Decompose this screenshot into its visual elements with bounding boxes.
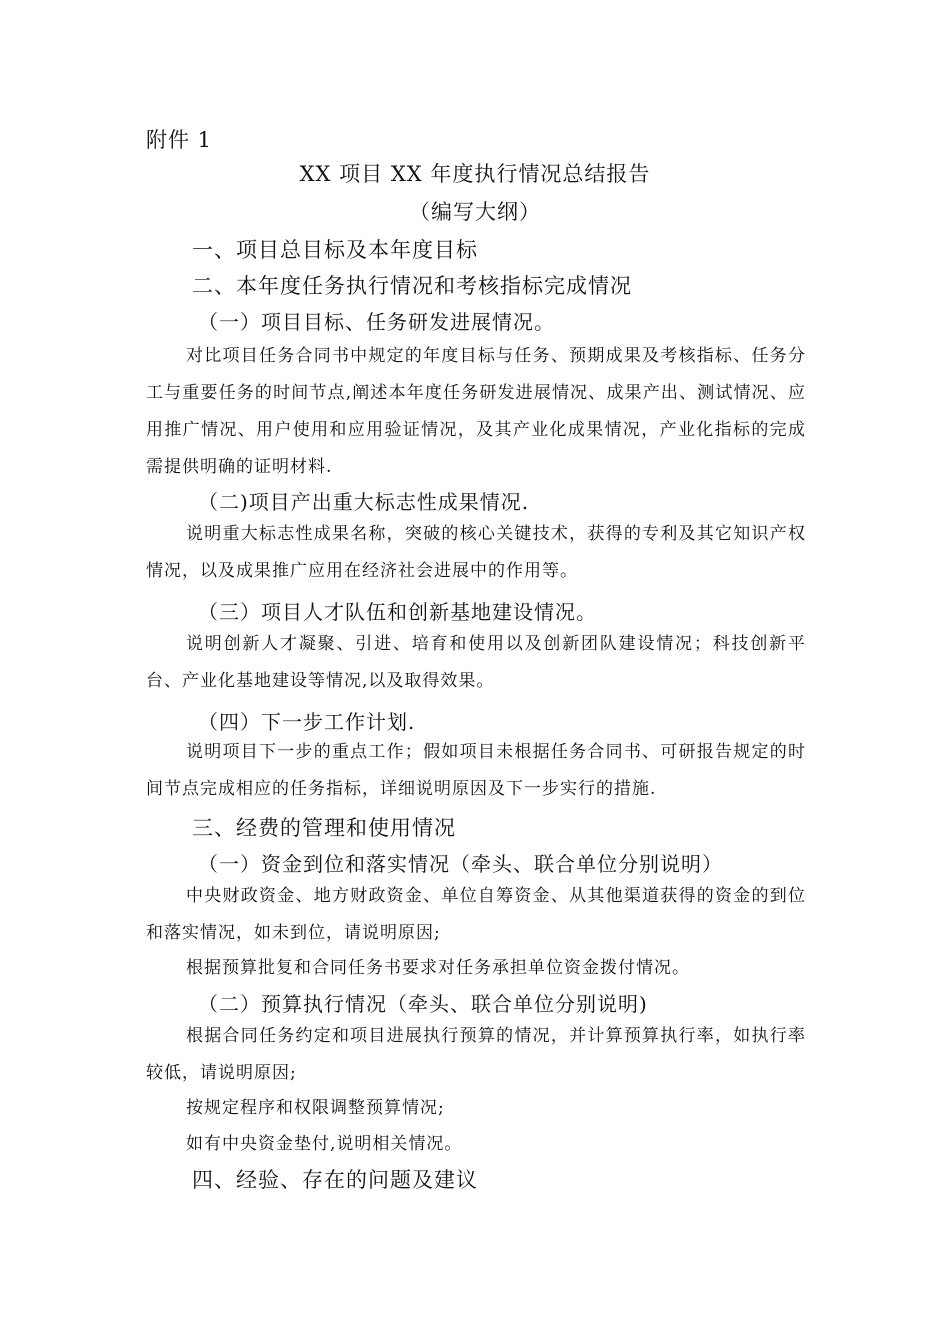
section-2-sub-3-heading: （三）项目人才队伍和创新基地建设情况。 bbox=[198, 600, 597, 624]
document-title: XX 项目 XX 年度执行情况总结报告 bbox=[299, 162, 651, 186]
section-2-sub-2-heading: （二)项目产出重大标志性成果情况. bbox=[198, 490, 530, 514]
section-2-sub-4-heading: （四）下一步工作计划. bbox=[198, 710, 416, 734]
section-2-sub-1-heading: （一）项目目标、任务研发进展情况。 bbox=[198, 310, 555, 334]
document-subtitle: （编写大纲） bbox=[409, 200, 541, 224]
section-3-heading: 三、经费的管理和使用情况 bbox=[192, 816, 456, 840]
section-2-sub-2-paragraph: 说明重大标志性成果名称，突破的核心关键技术，获得的专利及其它知识产权情况，以及成果推广应用在经济社会进展中的作用等。 bbox=[146, 524, 806, 581]
section-3-sub-2-paragraph-2: 按规定程序和权限调整预算情况; bbox=[186, 1098, 445, 1118]
section-2-sub-1-paragraph: 对比项目任务合同书中规定的年度目标与任务、预期成果及考核指标、任务分工与重要任务的时间节点,阐述本年度任务研发进展情况、成果产出、测试情况、应用推广情况、用户使用和应用验证情况，及其产业化成果情况，产业化指标的完成需提供明确的证明材料. bbox=[146, 346, 806, 477]
section-2-sub-4-paragraph: 说明项目下一步的重点工作；假如项目未根据任务合同书、可研报告规定的时间节点完成相应的任务指标，详细说明原因及下一步实行的措施. bbox=[146, 742, 806, 799]
section-3-sub-2-paragraph-1: 根据合同任务约定和项目进展执行预算的情况，并计算预算执行率，如执行率较低，请说明原因; bbox=[146, 1026, 806, 1083]
section-3-sub-1-heading: （一）资金到位和落实情况（牵头、联合单位分别说明） bbox=[198, 852, 723, 876]
section-3-sub-2-heading: （二）预算执行情况（牵头、联合单位分别说明) bbox=[198, 992, 648, 1016]
section-4-heading: 四、经验、存在的问题及建议 bbox=[192, 1168, 478, 1192]
section-3-sub-2-paragraph-3: 如有中央资金垫付,说明相关情况。 bbox=[186, 1134, 463, 1154]
section-2-heading: 二、本年度任务执行情况和考核指标完成情况 bbox=[192, 274, 632, 298]
attachment-label: 附件 1 bbox=[146, 128, 213, 152]
section-3-sub-1-paragraph-2: 根据预算批复和合同任务书要求对任务承担单位资金拨付情况。 bbox=[186, 958, 690, 978]
section-2-sub-3-paragraph: 说明创新人才凝聚、引进、培育和使用以及创新团队建设情况；科技创新平台、产业化基地建设等情况,以及取得效果。 bbox=[146, 634, 806, 691]
section-3-sub-1-paragraph-1: 中央财政资金、地方财政资金、单位自筹资金、从其他渠道获得的资金的到位和落实情况，如未到位，请说明原因; bbox=[146, 886, 806, 943]
section-1-heading: 一、项目总目标及本年度目标 bbox=[192, 238, 478, 262]
